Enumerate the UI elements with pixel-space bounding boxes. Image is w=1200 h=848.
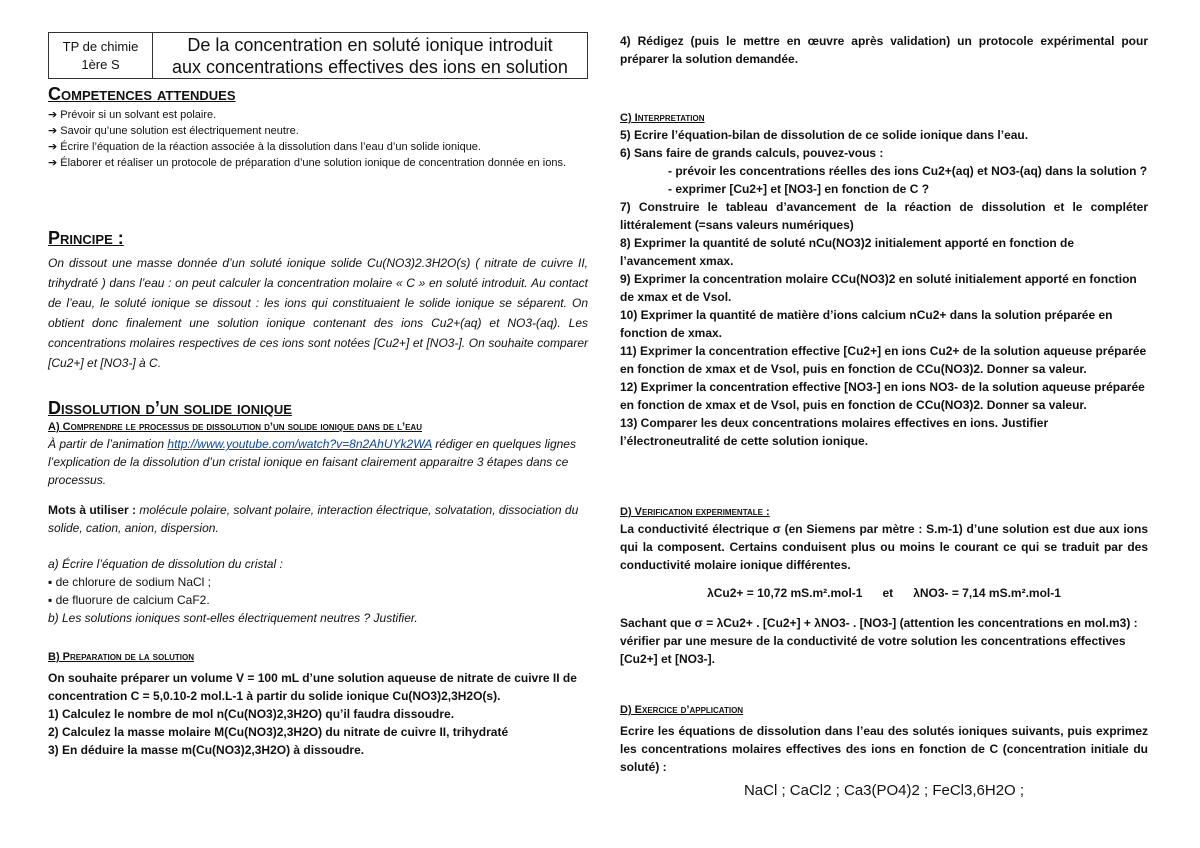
competences-heading: Competences attendues: [48, 84, 236, 104]
lambda-no3: λNO3- = 7,14 mS.m².mol-1: [913, 586, 1061, 600]
principe-heading: Principe :: [48, 228, 124, 248]
lambda-cu: λCu2+ = 10,72 mS.m².mol-1: [707, 586, 863, 600]
mots-line: [48, 501, 588, 537]
question-4: 4) Rédigez (puis le mettre en œuvre après validation) un protocole expérimental pour préparer la solution demandée.: [620, 34, 1148, 66]
question-3: 3) En déduire la masse m(Cu(NO3)2,3H2O) à dissoudre.: [48, 743, 365, 757]
title-cell: [153, 33, 587, 78]
question-7: 7) Construire le tableau d’avancement de la réaction de dissolution et le compléter littéralement (=sans valeurs numériques): [620, 200, 1148, 232]
course-cell: [49, 33, 153, 78]
sachant-text: Sachant que σ = λCu2+ . [Cu2+] + λNO3- . [NO3-] (attention les concentrations en mol.m3) : vérifier par une mesure de la conductivité de votre solution les concentrations effectives [Cu2+] et [NO3-].: [620, 616, 1138, 666]
question-1: 1) Calculez le nombre de mol n(Cu(NO3)2,3H2O) qu’il faudra dissoudre.: [48, 707, 455, 721]
principe-text: On dissout une masse donnée d’un soluté ionique solide Cu(NO3)2.3H2O(s) ( nitrate de cuivre II, trihydraté ) dans l’eau : on peut calculer la concentration molaire « C » en soluté introduit. Au contact de l’eau, le soluté ionique se dissout : les ions qui constituaient le solide ionique se séparent. On obtient donc finalement une solution ionique contenant des ions Cu2+(aq) et NO3-(aq). Les concentrations molaires respectives de ces ions sont notées [Cu2+] et [NO3-]. On souhaite comparer [Cu2+] et [NO3-] à C.: [48, 256, 588, 370]
question-13: 13) Comparer les deux concentrations molaires effectives en ions. Justifier l’électroneutralité de cette solution ionique.: [620, 416, 1049, 448]
principe-section: [48, 228, 588, 373]
dissolution-heading: Dissolution d’un solide ionique: [48, 398, 292, 418]
mots-text: molécule polaire, solvant polaire, interaction électrique, solvatation, dissociation du solide, cation, anion, dispersion.: [48, 503, 579, 535]
lambda-line: [620, 584, 1148, 602]
competence-item: ➔ Prévoir si un solvant est polaire.: [48, 109, 217, 121]
formulas-line: NaCl ; CaCl2 ; Ca3(PO4)2 ; FeCl3,6H2O ;: [743, 782, 1025, 799]
subsection-a-heading: A) Comprendre le processus de dissolution d’un solide ionique dans de l’eau: [48, 421, 422, 433]
title-line2: aux concentrations effectives des ions en solution: [172, 57, 568, 77]
dissolution-section: [48, 398, 588, 759]
question-5: 5) Ecrire l’équation-bilan de dissolution de ce solide ionique dans l’eau.: [620, 128, 1029, 142]
application-section: [620, 704, 1148, 799]
course-line2: 1ère S: [81, 57, 120, 72]
conductivity-text: La conductivité électrique σ (en Siemens par mètre : S.m-1) d’une solution est due aux ions qui la composent. Certains conduisent plus ou moins le courant ce qui se traduit par des conductivité molaire ionique différentes.: [620, 522, 1148, 572]
question-12: 12) Exprimer la concentration effective [NO3-] en ions NO3- de la solution aqueuse préparée en fonction de xmax et de Vsol, puis en fonction de CCu(NO3)2. Donner sa valeur.: [620, 380, 1145, 412]
preparation-text: On souhaite préparer un volume V = 100 mL d’une solution aqueuse de nitrate de cuivre II de concentration C = 5,0.10-2 mol.L-1 à partir du solide ionique Cu(NO3)2,3H2O(s).: [48, 671, 577, 703]
interpretation-section: [620, 112, 1148, 450]
question-b: b) Les solutions ioniques sont-elles électriquement neutres ? Justifier.: [48, 611, 418, 625]
competence-item: ➔ Savoir qu’une solution est électriquement neutre.: [48, 125, 299, 137]
lambda-separator: et: [882, 586, 894, 600]
animation-suffix: rédiger en quelques lignes l’explication de la dissolution d’un cristal ionique en faisant clairement apparaitre 3 étapes dans ce processus.: [48, 437, 576, 487]
title-line1: De la concentration en soluté ionique introduit: [187, 35, 553, 55]
subsection-c-heading: C) Interpretation: [620, 112, 705, 124]
question-11: 11) Exprimer la concentration effective [Cu2+] en ions Cu2+ de la solution aqueuse préparée en fonction de xmax et de Vsol, puis en fonction de CCu(NO3)2. Donner sa valeur.: [620, 344, 1147, 376]
exercise-text: Ecrire les équations de dissolution dans l’eau des solutés ioniques suivants, puis exprimez les concentrations molaires effectives des ions en fonction de C (concentration initiale du soluté) :: [620, 724, 1148, 774]
question-8: 8) Exprimer la quantité de soluté nCu(NO3)2 initialement apporté en fonction de l’avancement xmax.: [620, 236, 1075, 268]
question-10: 10) Exprimer la quantité de matière d’ions calcium nCu2+ dans la solution préparée en fonction de xmax.: [620, 308, 1113, 340]
question-a: a) Écrire l’équation de dissolution du cristal :: [48, 557, 283, 571]
animation-instruction: [48, 435, 588, 489]
subsection-d2-heading: D) Exercice d’application: [620, 704, 744, 716]
mots-label: Mots à utiliser :: [48, 503, 137, 517]
subsection-d1-heading: D) Verification experimentale :: [620, 506, 770, 518]
question-6: 6) Sans faire de grands calculs, pouvez-vous :: [620, 146, 884, 160]
question-6a: - prévoir les concentrations réelles des ions Cu2+(aq) et NO3-(aq) dans la solution ?: [668, 164, 1148, 178]
question-6b: - exprimer [Cu2+] et [NO3-] en fonction de C ?: [668, 182, 930, 196]
animation-prefix: À partir de l’animation: [48, 437, 168, 451]
animation-link[interactable]: http://www.youtube.com/watch?v=8n2AhUYk2WA: [167, 437, 432, 451]
question-2: 2) Calculez la masse molaire M(Cu(NO3)2,3H2O) du nitrate de cuivre II, trihydraté: [48, 725, 509, 739]
verification-section: [620, 506, 1148, 668]
competence-item: ➔ Écrire l’équation de la réaction associée à la dissolution dans l’eau d’un solide ionique.: [48, 141, 481, 153]
bullet-caf2: ▪ de fluorure de calcium CaF2.: [48, 593, 210, 607]
question-9: 9) Exprimer la concentration molaire CCu(NO3)2 en soluté initialement apporté en fonction de xmax et de Vsol.: [620, 272, 1137, 304]
competence-item: ➔ Élaborer et réaliser un protocole de préparation d’une solution ionique de concentration donnée en ions.: [48, 157, 567, 169]
competences-section: [48, 84, 588, 171]
subsection-b-heading: B) Preparation de la solution: [48, 651, 194, 663]
bullet-nacl: ▪ de chlorure de sodium NaCl ;: [48, 575, 211, 589]
header-table: [48, 32, 588, 79]
course-line1: TP de chimie: [62, 39, 139, 54]
